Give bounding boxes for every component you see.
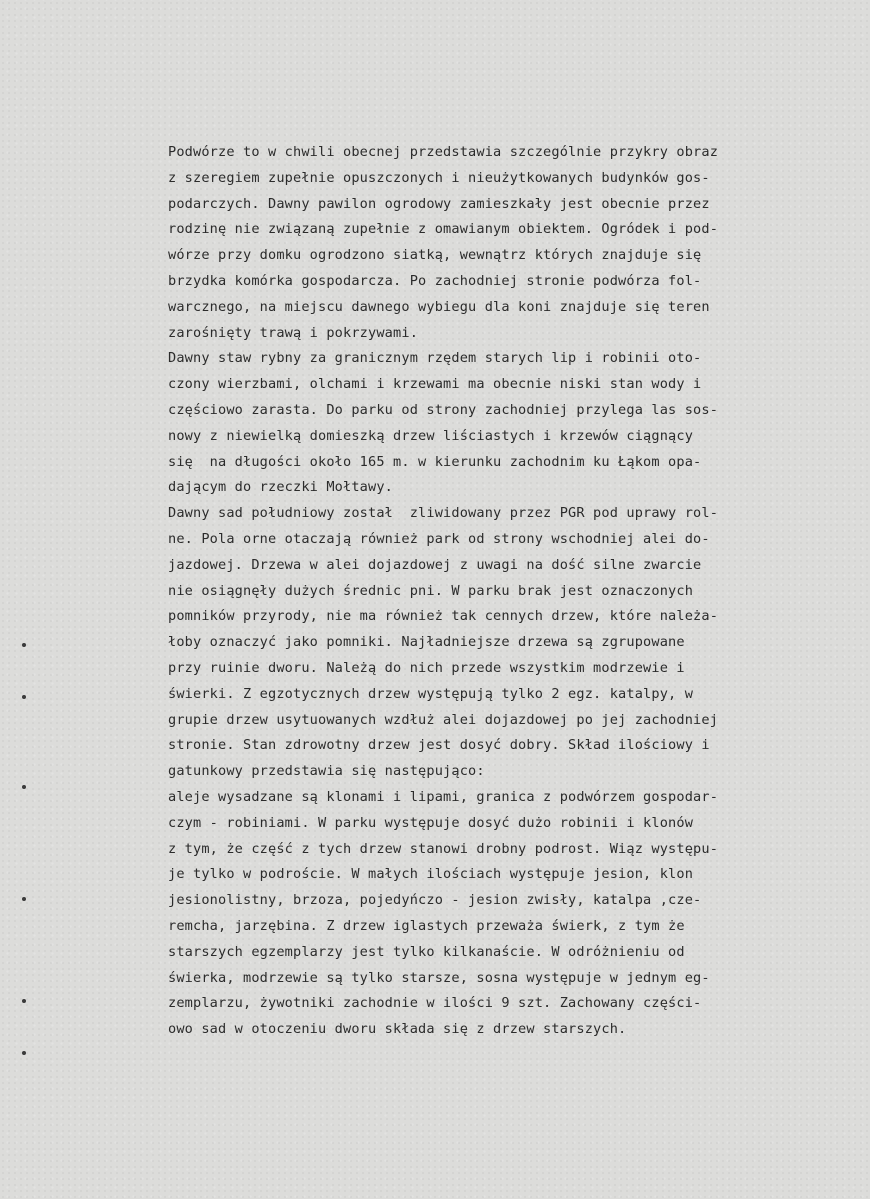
margin-mark bbox=[22, 695, 26, 699]
text-line: Dawny staw rybny za granicznym rzędem starych lip i robinii oto- bbox=[168, 350, 702, 367]
text-line: wórze przy domku ogrodzono siatką, wewnątrz których znajduje się bbox=[168, 247, 702, 264]
text-line: jazdowej. Drzewa w alei dojazdowej z uwagi na dość silne zwarcie bbox=[168, 556, 702, 573]
text-line: z tym, że część z tych drzew stanowi drobny podrost. Wiąz występu- bbox=[168, 840, 719, 857]
text-line: grupie drzew usytuowanych wzdłuż alei dojazdowej po jej zachodniej bbox=[168, 711, 719, 728]
margin-mark bbox=[22, 1051, 26, 1055]
text-line: podarczych. Dawny pawilon ogrodowy zamieszkały jest obecnie przez bbox=[168, 195, 710, 212]
text-line: czym - robiniami. W parku występuje dosyć dużo robinii i klonów bbox=[168, 814, 694, 831]
text-line: czony wierzbami, olchami i krzewami ma obecnie niski stan wody i bbox=[168, 376, 702, 393]
text-line: się na długości około 165 m. w kierunku zachodnim ku Łąkom opa- bbox=[168, 453, 702, 470]
text-line: świerki. Z egzotycznych drzew występują tylko 2 egz. katalpy, w bbox=[168, 685, 694, 702]
text-line: świerka, modrzewie są tylko starsze, sosna występuje w jednym eg- bbox=[168, 969, 710, 986]
text-line: aleje wysadzane są klonami i lipami, granica z podwórzem gospodar- bbox=[168, 788, 719, 805]
text-line: owo sad w otoczeniu dworu składa się z drzew starszych. bbox=[168, 1021, 627, 1038]
margin-mark bbox=[22, 897, 26, 901]
text-line: rodzinę nie związaną zupełnie z omawianym obiektem. Ogródek i pod- bbox=[168, 221, 719, 238]
text-line: stronie. Stan zdrowotny drzew jest dosyć dobry. Skład ilościowy i bbox=[168, 737, 710, 754]
text-line: nie osiągnęły dużych średnic pni. W parku brak jest oznaczonych bbox=[168, 582, 694, 599]
text-line: brzydka komórka gospodarcza. Po zachodniej stronie podwórza fol- bbox=[168, 272, 702, 289]
typewritten-text bbox=[168, 140, 858, 1043]
text-line: Podwórze to w chwili obecnej przedstawia szczególnie przykry obraz bbox=[168, 144, 719, 160]
text-line: jesionolistny, brzoza, pojedyńczo - jesion zwisły, katalpa ,cze- bbox=[168, 892, 702, 909]
text-line: zemplarzu, żywotniki zachodnie w ilości 9 szt. Zachowany części- bbox=[168, 995, 702, 1012]
text-line: dającym do rzeczki Mołtawy. bbox=[168, 479, 394, 496]
text-line: łoby oznaczyć jako pomniki. Najładniejsze drzewa są zgrupowane bbox=[168, 634, 685, 651]
text-line: je tylko w podroście. W małych ilościach występuje jesion, klon bbox=[168, 866, 694, 883]
text-line: warcznego, na miejscu dawnego wybiegu dla koni znajduje się teren bbox=[168, 298, 710, 315]
text-line: przy ruinie dworu. Należą do nich przede wszystkim modrzewie i bbox=[168, 659, 685, 676]
margin-mark bbox=[22, 785, 26, 789]
margin-mark bbox=[22, 643, 26, 647]
text-line: ne. Pola orne otaczają również park od strony wschodniej alei do- bbox=[168, 530, 710, 547]
text-line: Dawny sad południowy został zliwidowany przez PGR pod uprawy rol- bbox=[168, 505, 719, 522]
text-line: gatunkowy przedstawia się następująco: bbox=[168, 763, 485, 780]
text-line: starszych egzemplarzy jest tylko kilkanaście. W odróżnieniu od bbox=[168, 943, 685, 960]
text-line: nowy z niewielką domieszką drzew liściastych i krzewów ciągnący bbox=[168, 427, 694, 444]
margin-mark bbox=[22, 999, 26, 1003]
text-line: częściowo zarasta. Do parku od strony zachodniej przylega las sos- bbox=[168, 401, 719, 418]
text-line: z szeregiem zupełnie opuszczonych i nieużytkowanych budynków gos- bbox=[168, 169, 710, 186]
text-line: zarośnięty trawą i pokrzywami. bbox=[168, 324, 419, 341]
text-line: pomników przyrody, nie ma również tak cennych drzew, które należa- bbox=[168, 608, 719, 625]
text-line: remcha, jarzębina. Z drzew iglastych przeważa świerk, z tym że bbox=[168, 917, 685, 934]
